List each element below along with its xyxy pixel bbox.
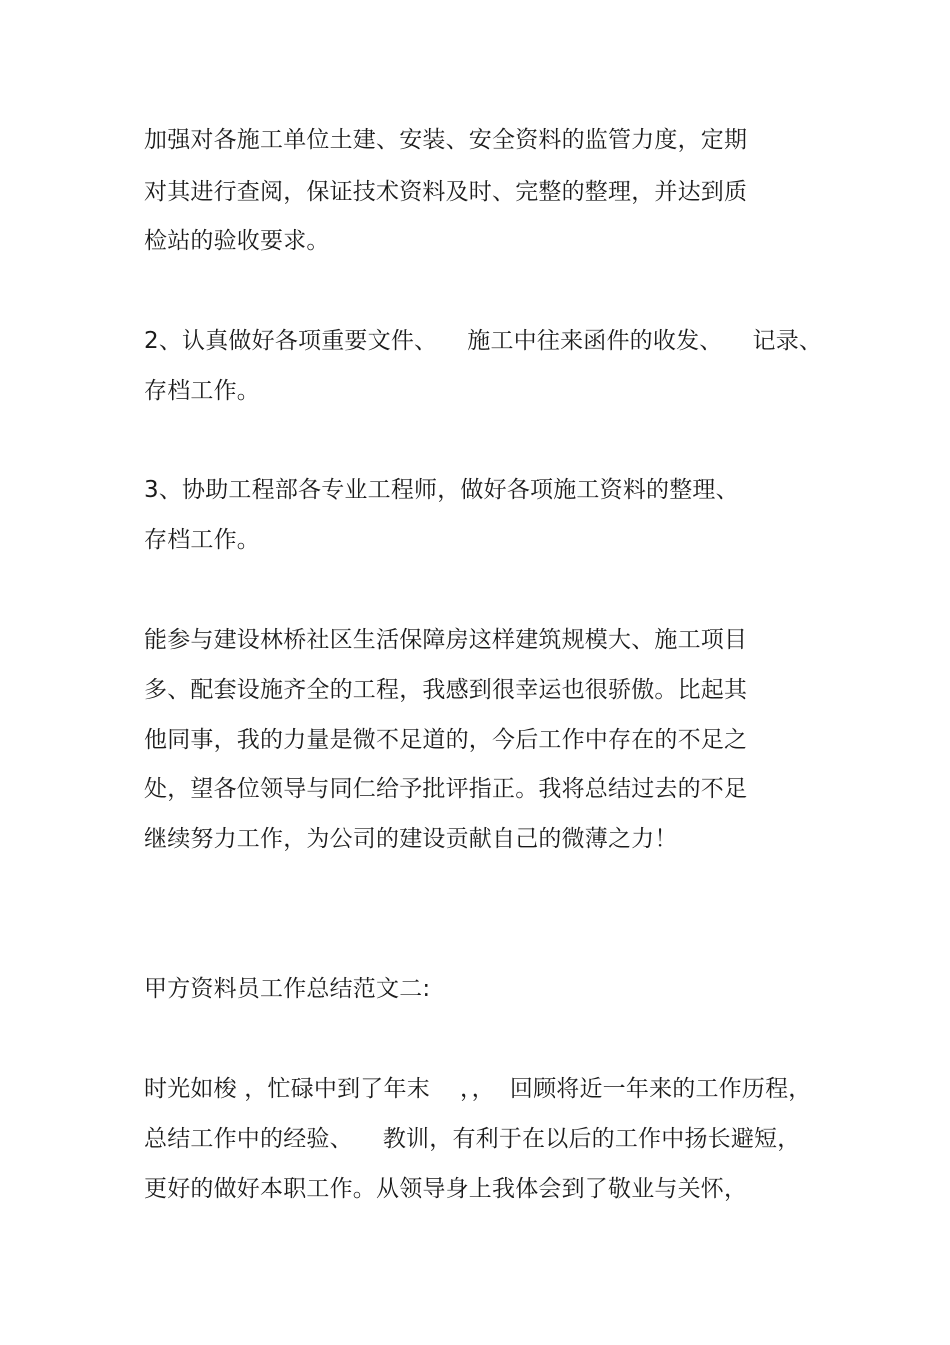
paragraph-3-line-2: 存档工作。 [144,527,260,553]
paragraph-4-line-1: 能参与建设林桥社区生活保障房这样建筑规模大、施工项目 [144,627,748,653]
paragraph-1-line-2: 对其进行查阅，保证技术资料及时、完整的整理，并达到质 [144,179,748,205]
paragraph-5-line-2: 总结工作中的经验、 教训，有利于在以后的工作中扬长避短， [144,1126,801,1152]
paragraph-4-line-2: 多、配套设施齐全的工程，我感到很幸运也很骄傲。比起其 [144,677,748,703]
paragraph-4-line-4: 处，望各位领导与同仁给予批评指正。我将总结过去的不足 [144,776,748,802]
paragraph-5-line-1: 时光如梭 ，忙碌中到了年末 ，， 回顾将近一年来的工作历程， [144,1076,812,1102]
paragraph-4-line-5: 继续努力工作，为公司的建设贡献自己的微薄之力！ [144,826,678,852]
paragraph-4-line-3: 他同事，我的力量是微不足道的，今后工作中存在的不足之 [144,727,748,753]
paragraph-2-line-1: 2、认真做好各项重要文件、 施工中往来函件的收发、 记录、 [144,328,823,354]
paragraph-2-line-2: 存档工作。 [144,378,260,404]
paragraph-1-line-1: 加强对各施工单位土建、安装、安全资料的监管力度，定期 [144,127,748,153]
paragraph-3-line-1: 3、协助工程部各专业工程师，做好各项施工资料的整理、 [144,477,739,503]
paragraph-5-line-3: 更好的做好本职工作。从领导身上我体会到了敬业与关怀， [144,1176,748,1202]
paragraph-1-line-3: 检站的验收要求。 [144,228,330,254]
section-heading: 甲方资料员工作总结范文二: [144,976,431,1002]
